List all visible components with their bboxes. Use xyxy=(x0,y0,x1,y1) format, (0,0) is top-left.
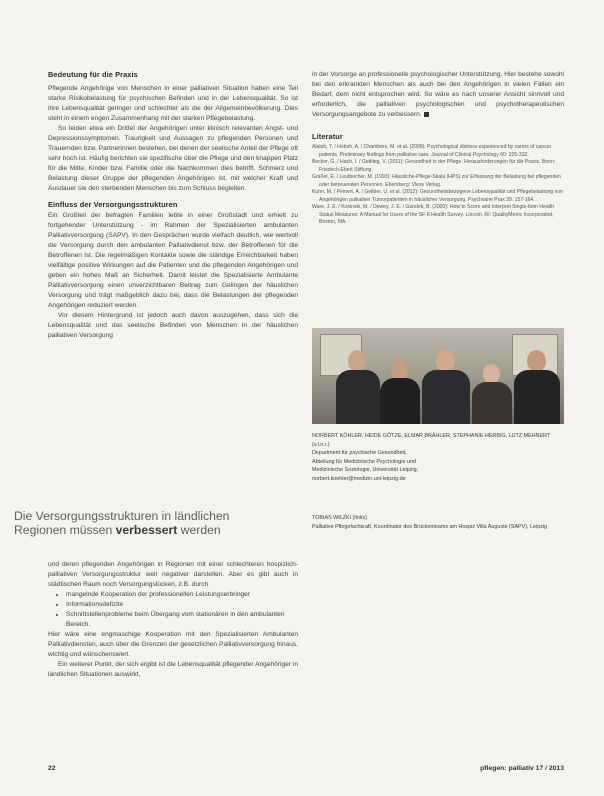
photo-person xyxy=(472,358,512,424)
pull-quote-line-1: Die Versorgungsstrukturen in ländlichen xyxy=(14,509,230,523)
photo-person-body xyxy=(422,370,470,424)
section-heading-praxis: Bedeutung für die Praxis xyxy=(48,70,138,79)
caption-line: Medizinische Soziologie, Universität Leipzig, xyxy=(312,467,419,474)
photo-person-head xyxy=(348,350,366,372)
caption-names: NORBERT KÖHLER, HEIDE GÖTZE, ELMAR BRÄHLER, STEPHANIE HERBIG, LUTZ MEHNERT (v.l.n.r.) xyxy=(312,433,551,448)
photo-person-head xyxy=(436,350,455,372)
paragraph: Pflegende Angehörige von Menschen in einer palliativen Situation haben eine Teil starke Risikobelastung für psychischen Befinden und in der Lebensqualität. So ist ihre Lebensqualität geringer und schlechter als die der Allgemeinbevölkerung. Dies steht in einem engen Zusammenhang mit der starken Pflegebelastung. xyxy=(48,85,298,122)
photo-person xyxy=(422,344,470,424)
paragraph: Vor diesem Hintergrund ist jedoch auch davon auszugehen, dass sich die Lebensqualität und das seelische Befinden von Menschen in der häuslichen palliativen Versorgung xyxy=(48,312,298,339)
page-number: 22 xyxy=(48,765,56,772)
author-group-photo xyxy=(312,328,564,424)
end-mark-icon xyxy=(424,112,429,117)
caption-line: Palliative Pflegefachkraft, Koordinator des Brückenteams am Hospiz Villa Auguste (SAPV), Leipzig xyxy=(312,523,548,530)
photo-person xyxy=(380,354,420,424)
paragraph: So leiden etwa ein Drittel der Angehörigen unter klinisch relevanten Angst- und Depressionssymptomen. Traurigkeit und Aussagen zu pflegenden Personen und Trauernden bzw. Partnerinnen bestehen, bei denen der seelische Anteil der Pflege oft sehr hoch ist. Häufig berichten sie spezifische über die Pflege und den knappen Platz für die Mitte. Kinder bzw. Familie oder die Nachkommen dies betrifft. Schmerz und Belastung dieser Gruppe der pflegenden Angehörigen ist, mit welcher Kraft und Ausdauer sie den sterbenden Menschen bis zum Schluss begleiten. xyxy=(48,125,298,192)
literature-item: Ware, J. E. / Kosinski, M. / Dewey, J. E. / Gandek, B. (2000): How to Score and Interpret Single-Item Health Status Measures: A Manual for Users of the SF-8 Health Survey. Lincoln, RI: QualityMetric Incorporated, Boston, MA. xyxy=(312,204,555,225)
literature-item: Gräßel, E. / Leutbecher, M. (1993): Häusliche-Pflege-Skala (HPS) zur Erfassung der Belastung bei pflegenden oder betreuenden Personen. Ebersberg: Vless Verlag. xyxy=(312,174,561,188)
photo-person-body xyxy=(472,382,512,424)
caption-name: TOBIAS WILZKI (links) xyxy=(312,515,368,521)
photo-person xyxy=(336,342,380,424)
paragraph: und deren pflegenden Angehörigen in Regionen mit einer schlechteren hospizlich-palliativen Versorgungsstruktur weit negativer darstellen. Aber es gibt auch in städtischen Raum noch Versorgungslücken, z.B. durch xyxy=(48,561,298,588)
photo-caption xyxy=(312,432,564,484)
issue-label: pflegen: palliativ 17 / 2013 xyxy=(480,765,564,772)
paragraph: Ein weiterer Punkt, der sich ergibt ist die Lebensqualität pflegender Angehöriger in ländlichen Situationen auswirkt, xyxy=(48,661,298,678)
list-item: • Schnittstellenprobleme beim Übergang vom stationären in den ambulanten Bereich. xyxy=(66,610,298,630)
photo-person-body xyxy=(514,370,560,424)
pull-quote-text: werden xyxy=(177,523,221,537)
caption-line: Department für psychische Gesundheit, xyxy=(312,450,407,457)
left-column-top xyxy=(48,70,298,341)
literature-item: Kuhn, M. / Peinert, A. / Geibler, U. et al. (2012): Gesundheitsbezogene Lebensqualität und Pflegebelastung von Angehörigen palliativer Tumorpatienten in häuslicher Versorgung. Psychiatrie Prax 39: 157-164. xyxy=(312,189,563,203)
list-item: • Informationsdefizite xyxy=(66,600,298,610)
caption-email: norbert.koehler@medizin.uni-leipzig.de xyxy=(312,475,406,482)
left-column-bottom xyxy=(48,560,298,680)
paragraph: Ein Großteil der befragten Familien lebte in einer Großstadt und erhielt zu fortgehender Unterstützung - im Rahmen der Spezialisierten ambulanten Palliativversorgung (SAPV). In den Gesprächen wurde vielfach deutlich, wie wertvoll die Versorgung durch den ambulanten Palliativdienst bzw. der Betroffenen für die Betroffenen ist. Die regelmäßigen Kontakte sowie die ständige Erreichbarkeit haben vielfältige positive Wirkungen auf die Patienten und die pflegenden Angehörigen und geben ein hohes Maß an Sicherheit. Damit leistet die Spezialisierte Ambulante Palliativversorgung einen unverzichtbaren Beitrag zum Gelingen der häuslichen Versorgung und trägt maßgeblich dazu bei, dass die Belastungen der pflegenden Angehörigen reduziert werden. xyxy=(48,212,298,309)
list-item: • mangelnde Kooperation der professionellen Leistungserbringer xyxy=(66,590,298,600)
right-column-top xyxy=(312,70,564,227)
photo-person-head xyxy=(391,360,408,380)
section-heading-versorgung: Einfluss der Versorgungsstrukturen xyxy=(48,200,178,209)
photo-person-head xyxy=(483,364,500,384)
literature-item: Becker, G. / Hach, I. / Gottlieg, V. (2011): Gesundheit in der Pflege. Herausforderungen für die Praxis. Bonn: Friedrich-Ebert Stiftung. xyxy=(312,159,556,173)
photo-person-body xyxy=(336,370,380,424)
caption-line: Abteilung für Medizinische Psychologie und xyxy=(312,458,416,465)
paragraph: Hier wäre eine engmaschige Kooperation mit den Spezialisierten Ambulanten Palliativdiensten, auch über die Grenzen der gesetzlichen Palliativversorgung hinaus, wichtig und wünschenswert. xyxy=(48,631,298,658)
bullet-list xyxy=(48,590,298,630)
photo-caption-2 xyxy=(312,514,564,531)
pull-quote-text: Regionen müssen xyxy=(14,523,116,537)
pull-quote-line-2 xyxy=(14,523,314,537)
literature-item: Alaloh, T. / Hobuh, A. / Chambers, M. et al. (2009): Psychological distress experienced by carers of cancer patients. Preliminary findings from palliative care. Journal of Clinical Psychology 60: 325-332. xyxy=(312,144,552,158)
paragraph xyxy=(312,70,564,120)
paragraph-text: in der Vorsorge an professionelle psychologischer Unterstützung. Hier bestehe sowohl bei den erkrankten Menschen als auch bei den Angehörigen in vielen Fällen ein Bedarf, dem nicht entsprochen wird. So wäre es nach unserer Ansicht sinnvoll und erforderlich, die palliativen psychologischen und psychotherapeutischen Versorgungsangebote zu verbessern. xyxy=(312,71,564,118)
photo-person-body xyxy=(380,378,420,424)
pull-quote xyxy=(14,509,314,537)
photo-person xyxy=(514,344,560,424)
pull-quote-accent: verbessert xyxy=(115,523,178,537)
photo-person-head xyxy=(527,350,546,372)
literature-heading: Literatur xyxy=(312,132,343,141)
